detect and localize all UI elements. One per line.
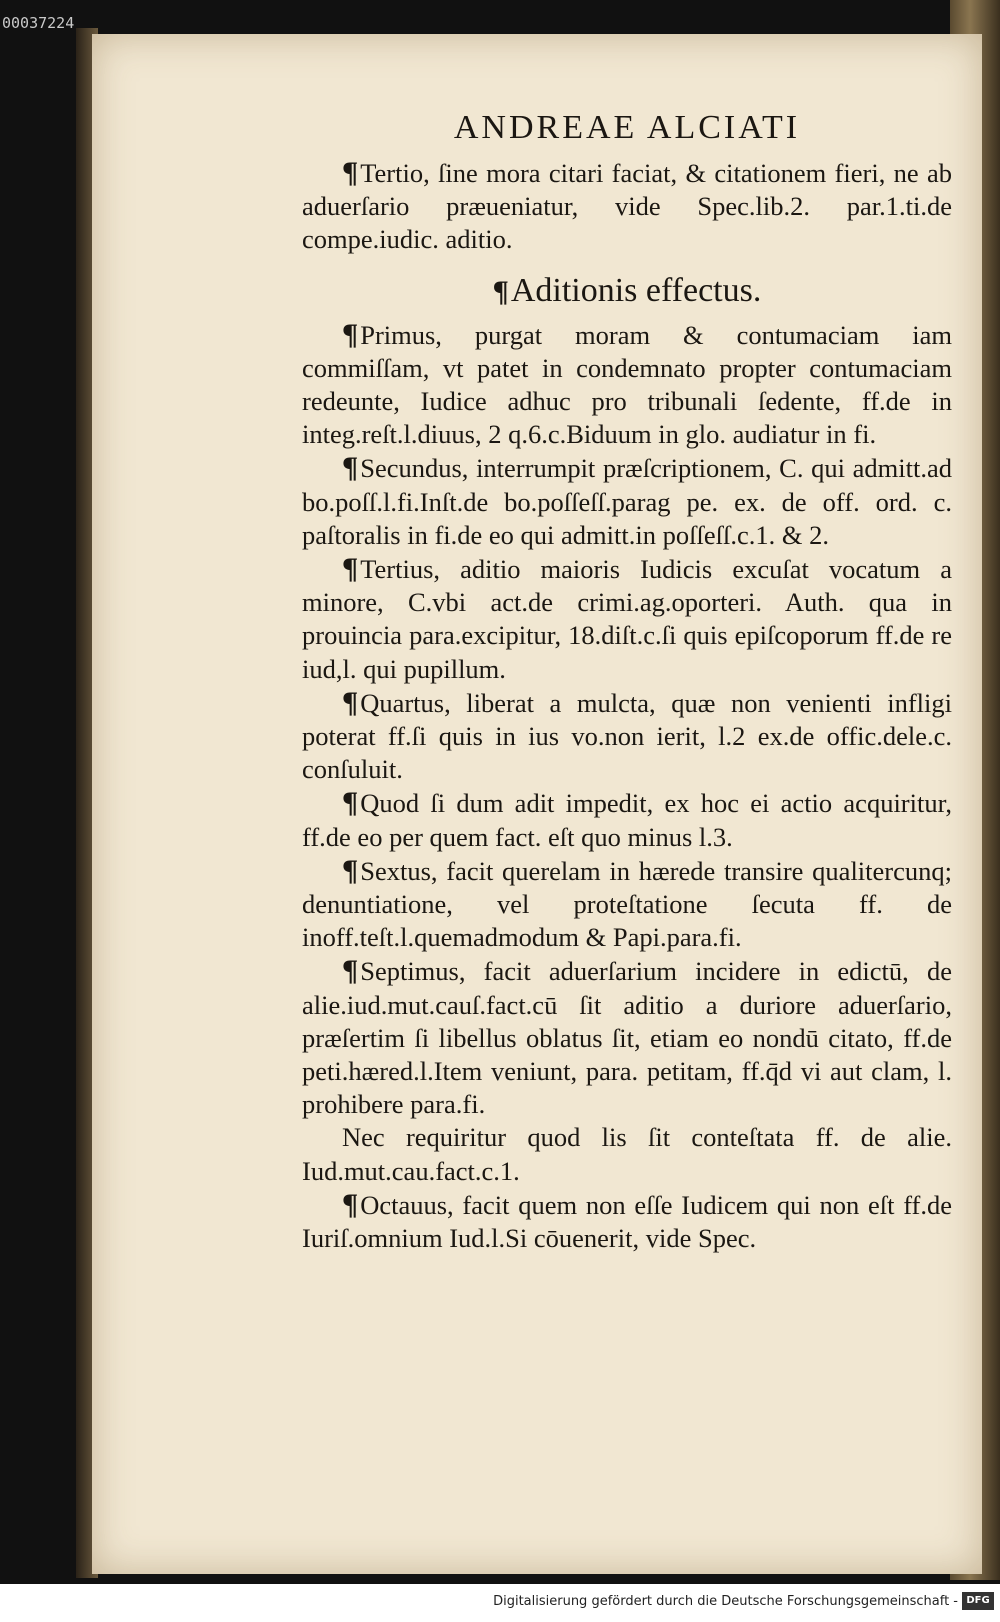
pilcrow-icon: ¶ xyxy=(342,552,359,586)
paragraph-text: Sextus, facit querelam in hærede transire qualitercunq; denuntiatione, vel proteſtatione ſecuta ff. de inoff.teſt.l.quemadmodum & Papi.para.fi. xyxy=(302,855,952,953)
dfg-logo: DFG xyxy=(962,1592,994,1610)
paragraph-text: Nec requiritur quod lis ſit conteſtata ff. de alie. Iud.mut.cau.fact.c.1. xyxy=(302,1122,952,1186)
pilcrow-icon: ¶ xyxy=(342,1187,359,1221)
text-block xyxy=(302,108,952,1255)
paragraph-text: Septimus, facit aduerſarium incidere in edictū, de alie.iud.mut.cauſ.fact.cū ſit aditio a duriore aduerſario, præſertim ſi libellus oblatus ſit, etiam eo nondū citato, ff.de peti.hæred.l.Item veniunt, para. petitam, ff.q̄d vi aut clam, l. prohibere para.fi. xyxy=(302,956,952,1120)
pilcrow-icon: ¶ xyxy=(342,156,359,189)
pilcrow-icon: ¶ xyxy=(342,317,359,351)
paragraph xyxy=(302,786,952,853)
paragraph-text: Primus, purgat moram & contumaciam iam commiſſam, vt patet in condemnato propter contumaciam redeunte, Iudice adhuc pro tribunali ſedente, ff.de in integ.reſt.l.diuus, 2 q.6.c.Biduum in glo. audiatur in fi. xyxy=(302,319,952,450)
pilcrow-icon: ¶ xyxy=(342,685,359,719)
paragraph xyxy=(302,1188,952,1255)
paragraph xyxy=(302,686,952,787)
paragraph-text: Tertio, ſine mora citari faciat, & citationem fieri, ne ab aduerſario præueniatur, vide Spec.lib.2. par.1.ti.de compe.iudic. aditio. xyxy=(302,158,952,255)
pilcrow-icon: ¶ xyxy=(492,274,509,308)
pilcrow-icon: ¶ xyxy=(342,786,359,820)
paragraph xyxy=(302,451,952,552)
intro-paragraph xyxy=(302,156,952,257)
paragraph xyxy=(302,854,952,955)
paragraph-text: Quartus, liberat a mulcta, quæ non venienti infligi poterat ff.ſi quis in ius vo.non ierit, l.2 ex.de offic.dele.c. conſuluit. xyxy=(302,687,952,785)
footer-bar xyxy=(0,1584,1000,1622)
paragraph xyxy=(302,552,952,686)
paragraph-text: Octauus, facit quem non eſſe Iudicem qui non eſt ff.de Iuriſ.omnium Iud.l.Si cōuenerit, vide Spec. xyxy=(302,1189,952,1254)
paragraph xyxy=(302,954,952,1121)
running-head: ANDREAE ALCIATI xyxy=(453,109,801,146)
section-heading xyxy=(302,271,952,312)
paragraph-text: Quod ſi dum adit impedit, ex hoc ei actio acquiritur, ff.de eo per quem fact. eſt quo minus l.3. xyxy=(302,788,952,852)
paragraph-text: Secundus, interrumpit præſcriptionem, C. qui admitt.ad bo.poſſ.l.fi.Inſt.de bo.poſſeſſ.parag pe. ex. de off. ord. c. paſtoralis in fi.de eo qui admitt.in poſſeſſ.c.1. & 2. xyxy=(302,453,952,550)
scan-id: 00037224 xyxy=(2,14,75,32)
pilcrow-icon: ¶ xyxy=(342,954,359,988)
footer-credit: Digitalisierung gefördert durch die Deutsche Forschungsgemeinschaft - xyxy=(493,1594,958,1609)
plain-paragraph xyxy=(302,1121,952,1187)
pilcrow-icon: ¶ xyxy=(342,853,359,887)
paragraph-text: Tertius, aditio maioris Iudicis excuſat vocatum a minore, C.vbi act.de crimi.ag.oporteri. Auth. qua in prouincia para.excipitur, 18.diſt.c.ſi quis epiſcoporum ff.de re iud,l. qui pupillum. xyxy=(302,554,952,684)
paragraph xyxy=(302,318,952,452)
pilcrow-icon: ¶ xyxy=(342,451,359,485)
section-heading-text: Aditionis effectus. xyxy=(510,271,762,309)
